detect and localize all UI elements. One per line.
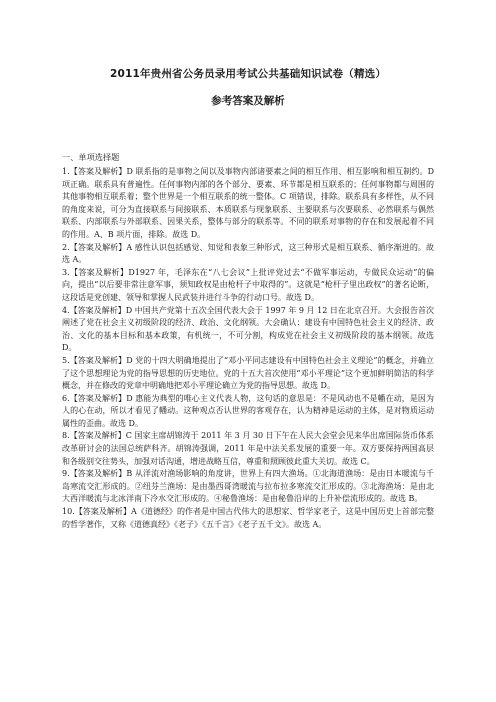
answer-item-1: 1.【答案及解析】D 联系指的是事物之间以及事物内部诸要素之间的相互作用、相互影响和相互制约。D 项正确。联系具有普遍性。任何事物内部的各个部分、要素、环节都是相互联系的；任何事物都与周围的其他事物相互联系着；整个世界是一个相互联系的统一整体。C 项错误，排除。联系具有多样性，从不同的角度来说，可分为直接联系与间接联系、本质联系与现象联系、主要联系与次要联系、必然联系与偶然联系、内部联系与外部联系、因果关系，整体与部分的联系等。不同的联系对事物的存在和发展起着不同的作用。A、B 项片面，排除。故选 D。 [62, 167, 434, 239]
answer-item-4: 4.【答案及解析】D 中国共产党第十五次全国代表大会于 1997 年 9 月 12 日在北京召开。大会报告首次阐述了党在社会主义初级阶段的经济、政治、文化纲领。大会确认：建设有中国特色社会主义的经济、政治、文化的基本目标和基本政策，有机统一，不可分割，构成党在社会主义初级阶段的基本纲领。故选 D。 [62, 305, 434, 353]
answer-item-2: 2.【答案及解析】A 感性认识包括感觉、知觉和表象三种形式，这三种形式是相互联系、循序渐进的。故选 A。 [62, 242, 434, 265]
answer-item-6: 6.【答案及解析】D 惠能为典型的唯心主义代表人物，这句话的意思是：不是风动也不是幡在动，是因为人的心在动，所以才看见了幡动。这种观点否认世界的客观存在，认为精神是运动的主体，是对物质运动属性的歪曲。故选 D。 [62, 393, 434, 428]
answer-item-5: 5.【答案及解析】D 党的十四大明确地提出了“邓小平同志建设有中国特色社会主义理论”的概念，并确立了这个思想理论为党的指导思想的历史地位。党的十五大首次使用“邓小平理论”这个更加鲜明简洁的科学概念，并在修改的党章中明确地把邓小平理论确立为党的指导思想。故选 D。 [62, 355, 434, 391]
answer-item-9: 9.【答案及解析】B 从洋流对渔场影响的角度讲，世界上有四大渔场。①北海道渔场：是由日本暖流与千岛寒流交汇形成的。②纽芬兰渔场：是由墨西哥湾暖流与拉布拉多寒流交汇形成的。③北海渔场：是由北大西洋暖流与北冰洋南下冷水交汇形成的。④秘鲁渔场：是由秘鲁沿岸的上升补偿流形成的。故选 B。 [62, 469, 434, 504]
answer-item-8: 8.【答案及解析】C 国家主席胡锦涛于 2011 年 3 月 30 日下午在人民大会堂会见来华出席国际货币体系改革研讨会的法国总统萨科齐。胡锦涛强调，2011 年是中法关系发展的重要一年。双方要保持两国高层和各级别交往势头，加强对话沟通，增进战略互信，尊重和照顾彼此重大关切。故选 C。 [62, 431, 434, 466]
section-heading: 一、单项选择题 [62, 152, 120, 162]
document-title: 2011年贵州省公务员录用考试公共基础知识试卷（精选） [109, 68, 387, 80]
answer-item-3: 3.【答案及解析】D1927 年，毛泽东在“八七会议”上批评党过去“不做军事运动，专做民众运动”的偏向，提出“以后要非常注意军事，须知政权是由枪杆子中取得的”。这就是“枪杆子里出政权”的著名论断，这段话是党创建、领导和掌握人民武装并进行斗争的行动口号。故选 D。 [62, 267, 434, 302]
document-subtitle: 参考答案及解析 [211, 95, 285, 107]
answer-item-10: 10.【答案及解析】A《道德经》的作者是中国古代伟大的思想家、哲学家老子，这是中国历史上首部完整的哲学著作，又称《道德真经》《老子》《五千言》《老子五千文》。故选 A。 [62, 507, 434, 529]
answer-list [62, 166, 434, 531]
